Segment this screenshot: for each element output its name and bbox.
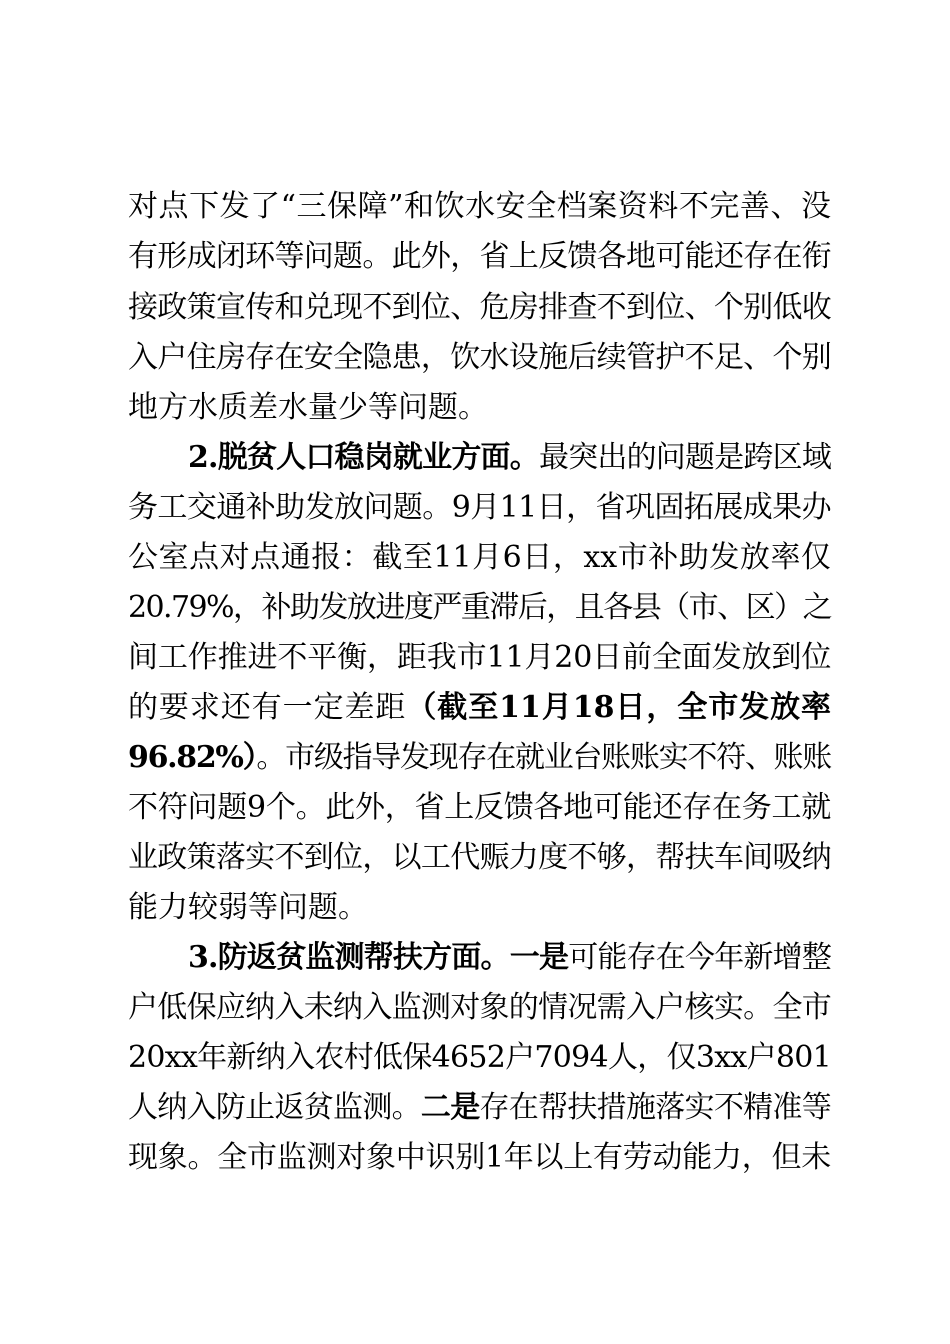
- text-line: 业政策落实不到位，以工代赈力度不够，帮扶车间吸纳: [128, 840, 831, 875]
- text-line: 接政策宣传和兑现不到位、危房排查不到位、个别低收: [128, 290, 831, 325]
- text-line: 入户住房存在安全隐患，饮水设施后续管护不足、个别: [128, 340, 831, 375]
- text-line: 现象。全市监测对象中识别1年以上有劳动能力，但未: [128, 1140, 831, 1175]
- text-line: 对点下发了“三保障”和饮水安全档案资料不完善、没: [128, 189, 831, 224]
- section-heading-line: 2.脱贫人口稳岗就业方面。最突出的问题是跨区域: [188, 440, 831, 475]
- text-line: 地方水质差水量少等问题。: [128, 390, 488, 425]
- text-line: 务工交通补助发放问题。9月11日，省巩固拓展成果办: [128, 490, 831, 525]
- section-heading-line: 3.防返贫监测帮扶方面。一是可能存在今年新增整: [188, 940, 832, 975]
- text-line: 户低保应纳入未纳入监测对象的情况需入户核实。全市: [128, 990, 831, 1025]
- text-line: 间工作推进不平衡，距我市11月20日前全面发放到位: [128, 640, 832, 675]
- text-line: 的要求还有一定差距（截至11月18日，全市发放率: [128, 690, 831, 725]
- section-heading: 2.脱贫人口稳岗就业方面。: [188, 440, 539, 475]
- text-line: 96.82%）。市级指导发现存在就业台账账实不符、账账: [128, 740, 831, 775]
- bold-note: 96.82%）: [128, 740, 257, 775]
- text-line: 不符问题9个。此外，省上反馈各地可能还存在务工就: [128, 790, 831, 825]
- section-heading: 3.防返贫监测帮扶方面。: [188, 940, 510, 975]
- text-line: 20.79%，补助发放进度严重滞后，且各县（市、区）之: [128, 590, 831, 625]
- bold-marker: 一是: [509, 940, 569, 975]
- bold-marker: 二是: [420, 1090, 480, 1125]
- text-line: 公室点对点通报：截至11月6日，xx市补助发放率仅: [128, 540, 831, 575]
- text-line: 有形成闭环等问题。此外，省上反馈各地可能还存在衔: [128, 239, 831, 274]
- text-line: 20xx年新纳入农村低保4652户7094人，仅3xx户801: [128, 1040, 831, 1075]
- text-line: 人纳入防止返贫监测。二是存在帮扶措施落实不精准等: [128, 1090, 831, 1125]
- bold-note: （截至11月18日，全市发放率: [406, 690, 831, 725]
- text-line: 能力较弱等问题。: [128, 890, 368, 925]
